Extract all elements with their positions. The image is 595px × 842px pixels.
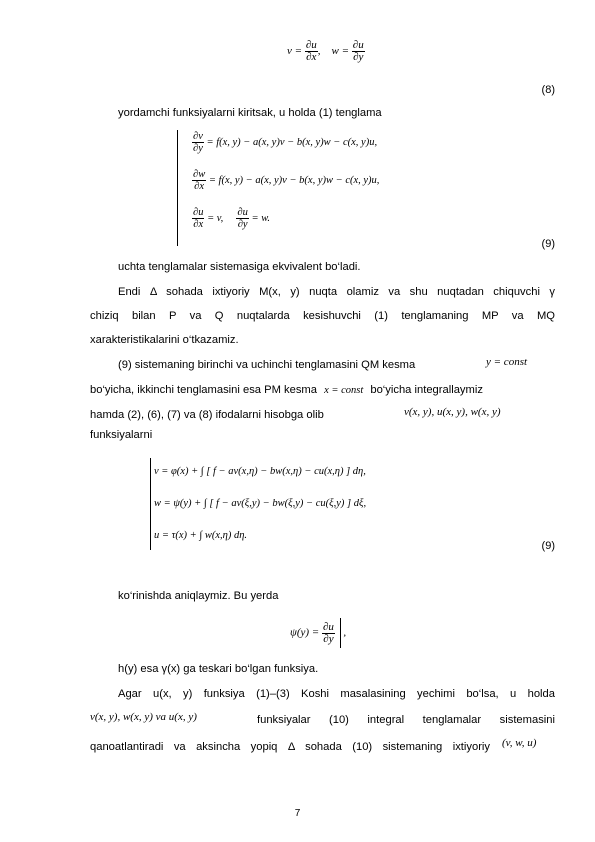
paragraph-line: ko‘rinishda aniqlaymiz. Bu yerda: [118, 590, 279, 602]
system-brace: [150, 458, 151, 550]
paragraph-line: qanoatlantiradi va aksincha yopiq Δ sohada (10) sistemaning ixtiyoriy: [90, 741, 490, 753]
system-brace: [177, 130, 178, 246]
paragraph-line: Endi Δ sohada ixtiyoriy M(x, y) nuqta olamiz va shu nuqtadan chiquvchi γ: [118, 286, 555, 298]
equation-9a-row2: $\frac{\partial w}{\partial x}$ = f(x, y) − a(x, y)v − b(x, y)w − c(x, y)u,: [193, 169, 380, 192]
inline-math: v(x, y), w(x, y) va u(x, y): [90, 711, 197, 723]
equation-psi: ψ(y) = $\frac{\partial u}{\partial y}$ ,: [290, 618, 346, 648]
paragraph-line: yordamchi funksiyalarni kiritsak, u holda (1) tenglama: [118, 107, 382, 119]
paragraph-line: Agar u(x, y) funksiya (1)–(3) Koshi masalasining yechimi bo‘lsa, u holda: [118, 688, 555, 700]
paragraph-line: hamda (2), (6), (7) va (8) ifodalarni hisobga olib: [90, 409, 324, 421]
equation-9a-row1: $\frac{\partial v}{\partial y}$ = f(x, y) − a(x, y)v − b(x, y)w − c(x, y)u,: [193, 131, 378, 154]
equation-9b-row3: u = τ(x) + ∫ w(x,η) dη.: [154, 530, 248, 541]
equation-9a-row3: $\frac{\partial u}{\partial x}$ = v, $\frac{\partial u}{\partial y}$ = w.: [193, 207, 271, 230]
paragraph-line: bo‘yicha, ikkinchi tenglamasini esa PM kesma x = const bo‘yicha integrallaymiz: [90, 384, 483, 396]
equation-8: v = $\frac{\partial u}{\partial x}$ , w = $\frac{\partial u}{\partial y}$: [287, 39, 364, 63]
paragraph-line: h(y) esa γ(x) ga teskari bo‘lgan funksiya.: [118, 663, 319, 675]
equation-9b-tag: (9): [541, 540, 555, 552]
inline-math: x = const: [324, 385, 364, 396]
equation-8-tag: (8): [541, 84, 555, 96]
paragraph-line: xarakteristikalarini o‘tkazamiz.: [90, 334, 239, 346]
equation-9b-row1: v = φ(x) + ∫ [ f − av(x,η) − bw(x,η) − cu(x,η) ] dη,: [154, 466, 366, 477]
inline-math: v(x, y), u(x, y), w(x, y): [404, 406, 501, 418]
paragraph-line: (9) sistemaning birinchi va uchinchi tenglamasini QM kesma: [118, 359, 416, 371]
paragraph-line: funksiyalarni: [90, 429, 153, 441]
paragraph-line: funksiyalar (10) integral tenglamalar sistemasini: [257, 714, 555, 726]
paragraph-line: uchta tenglamalar sistemasiga ekvivalent bo‘ladi.: [118, 261, 361, 273]
inline-math: y = const: [486, 356, 528, 368]
inline-math: (v, w, u): [502, 737, 537, 749]
equation-9a-tag: (9): [541, 238, 555, 250]
page-number: 7: [294, 808, 301, 819]
equation-9b-row2: w = ψ(y) + ∫ [ f − av(ξ,y) − bw(ξ,y) − cu(ξ,y) ] dξ,: [154, 498, 367, 509]
paragraph-line: chiziq bilan P va Q nuqtalarda kesishuvchi (1) tenglamaning MP va MQ: [90, 310, 555, 322]
